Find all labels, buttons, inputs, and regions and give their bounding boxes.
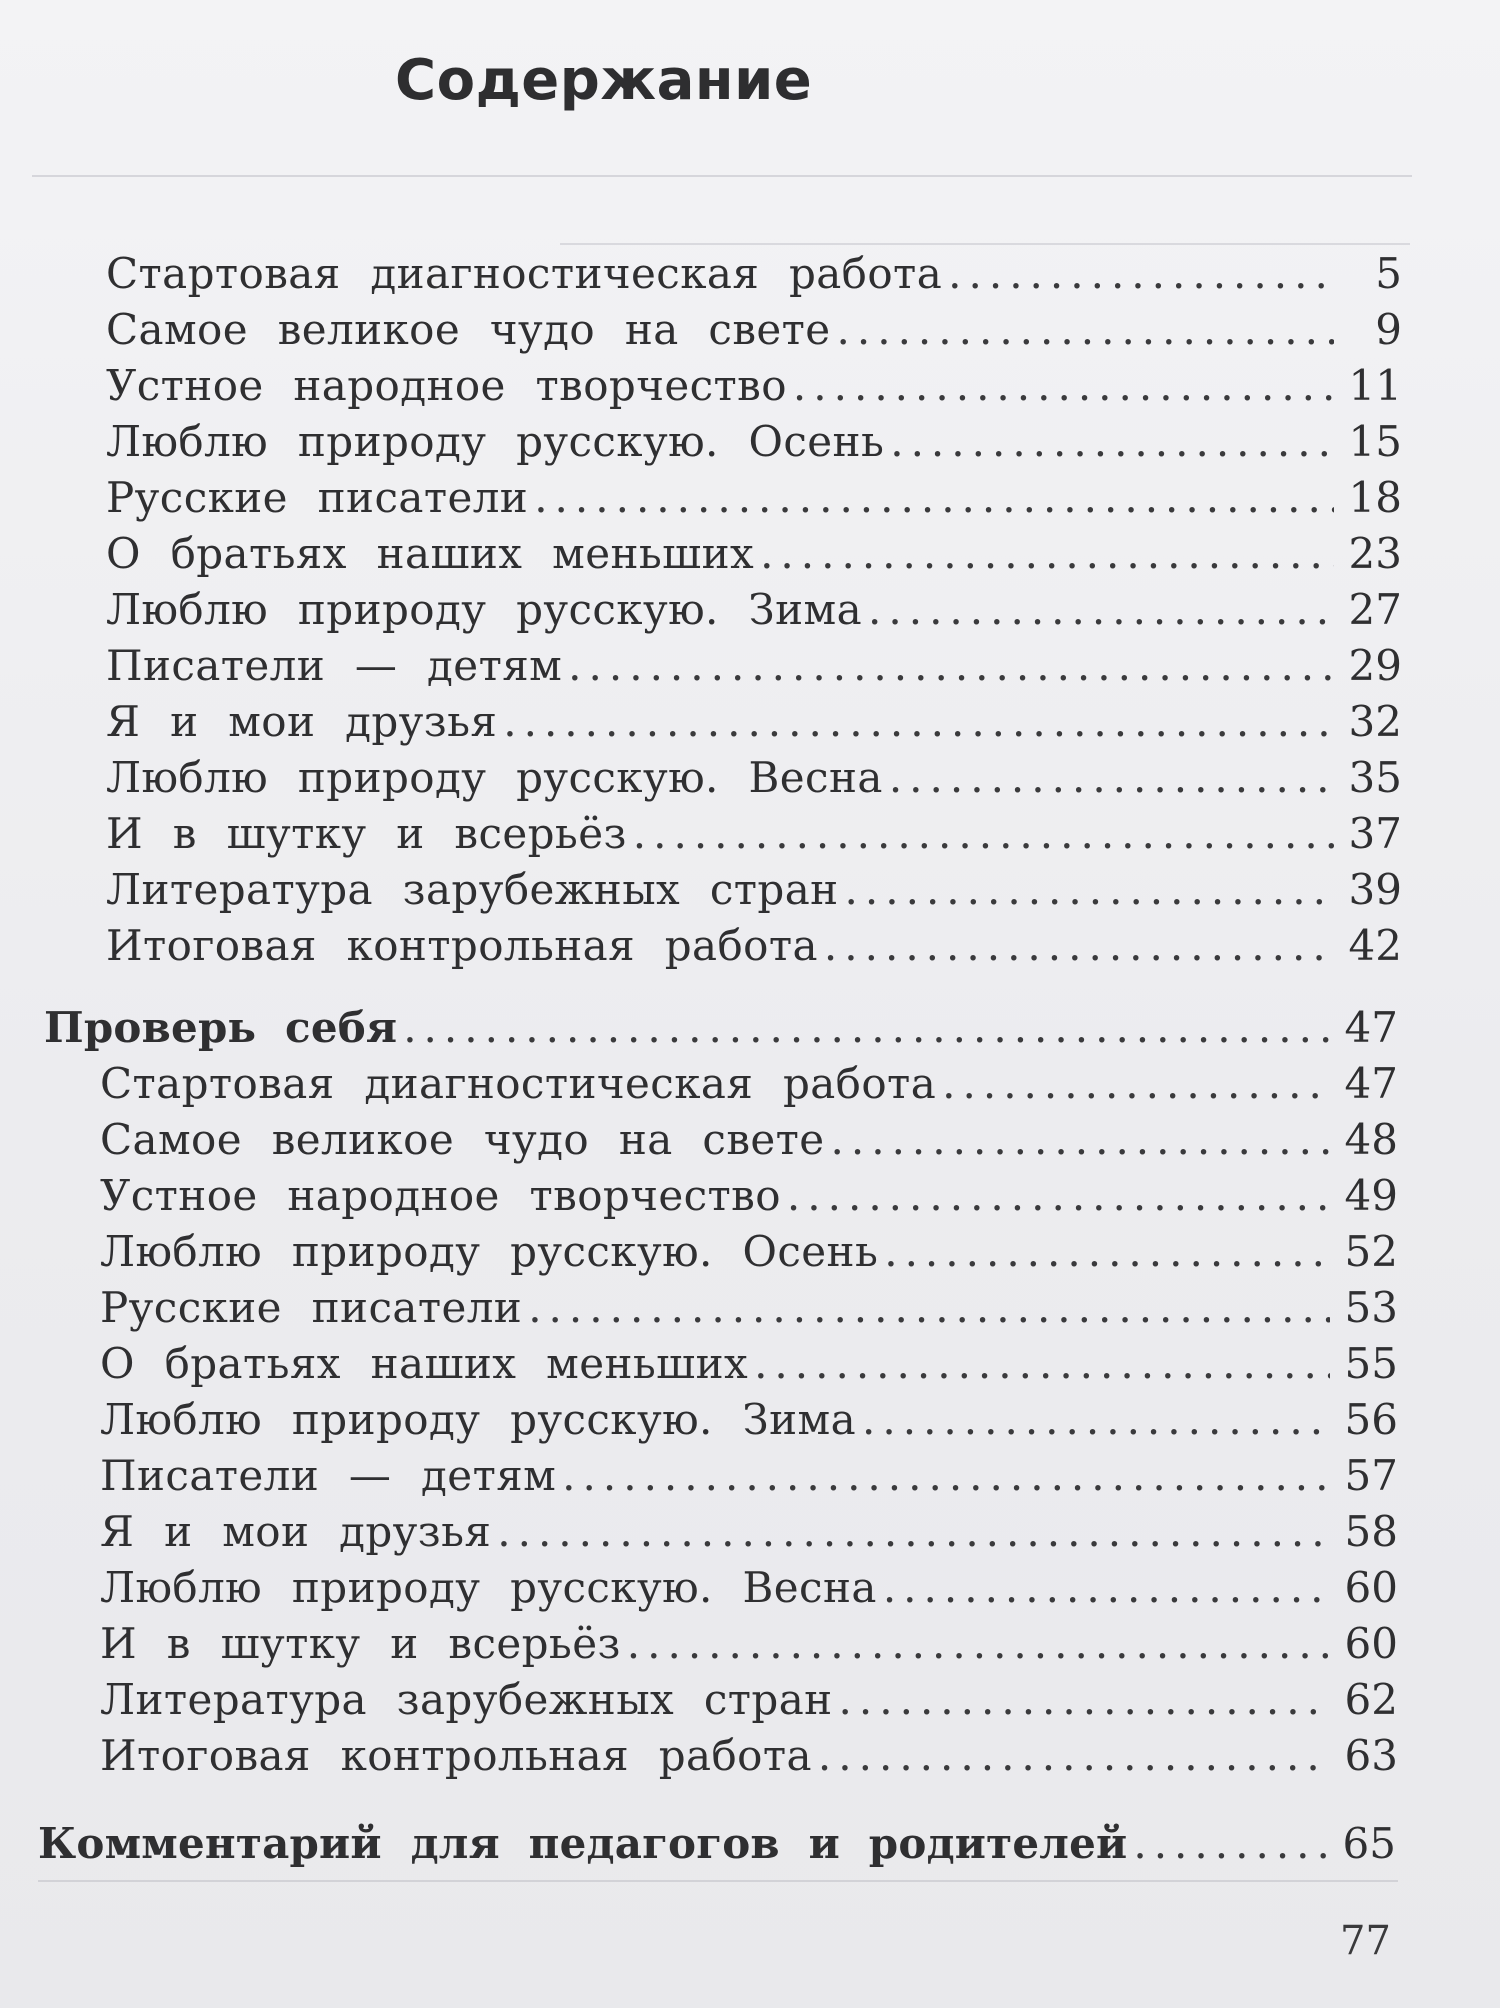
toc-entry-greatest-miracle-check[interactable] (100, 1112, 1398, 1168)
toc-entry-page: 53 (1344, 1283, 1398, 1332)
toc-entry-nature-winter-check[interactable] (100, 1392, 1398, 1448)
page-title: Содержание (395, 48, 813, 113)
toc-entry-starting-diagnostic[interactable] (106, 246, 1402, 302)
dot-leader (568, 638, 1334, 694)
toc-entry-label: И в шутку и всерьёз (100, 1619, 621, 1668)
toc-entry-page: 58 (1344, 1507, 1398, 1556)
toc-entry-page: 57 (1344, 1451, 1398, 1500)
toc-entry-me-and-friends-check[interactable] (100, 1504, 1398, 1560)
dot-leader (862, 1392, 1330, 1448)
toc-entry-label: Литература зарубежных стран (100, 1675, 833, 1724)
toc-entry-little-brothers-check[interactable] (100, 1336, 1398, 1392)
dot-leader (497, 1504, 1330, 1560)
dot-leader (633, 806, 1334, 862)
toc-entry-page: 48 (1344, 1115, 1398, 1164)
rule-2 (560, 243, 1410, 245)
toc-entry-page: 47 (1344, 1059, 1398, 1108)
toc-entry-page: 32 (1348, 697, 1402, 746)
toc-heading-page: 47 (1344, 1003, 1398, 1052)
dot-leader (824, 918, 1334, 974)
toc-entry-nature-spring-check[interactable] (100, 1560, 1398, 1616)
toc-entry-jokes-seriously[interactable] (106, 806, 1402, 862)
toc-entry-label: Писатели — детям (100, 1451, 557, 1500)
toc-entry-label: Писатели — детям (106, 641, 563, 690)
toc-heading-label: Проверь себя (44, 1003, 398, 1052)
dot-leader (787, 1168, 1330, 1224)
toc-entry-label: Я и мои друзья (100, 1507, 492, 1556)
dot-leader (839, 1672, 1330, 1728)
toc-entry-foreign-literature[interactable] (106, 862, 1402, 918)
toc-entry-label: Люблю природу русскую. Зима (106, 585, 863, 634)
toc-entry-page: 39 (1348, 865, 1402, 914)
dot-leader (562, 1448, 1330, 1504)
toc-entry-label: Люблю природу русскую. Весна (106, 753, 883, 802)
toc-entry-page: 37 (1348, 809, 1402, 858)
toc-entry-nature-winter[interactable] (106, 582, 1402, 638)
toc-entry-label: Люблю природу русскую. Зима (100, 1395, 857, 1444)
toc-entry-label: Устное народное творчество (106, 361, 787, 410)
toc-entry-page: 60 (1344, 1563, 1398, 1612)
toc-entry-greatest-miracle[interactable] (106, 302, 1402, 358)
toc-entry-label: Самое великое чудо на свете (100, 1115, 825, 1164)
toc-heading-commentary[interactable] (38, 1816, 1396, 1872)
toc-entry-page: 27 (1348, 585, 1402, 634)
toc-heading-check-yourself[interactable] (44, 1000, 1398, 1056)
toc-entry-starting-diagnostic-check[interactable] (100, 1056, 1398, 1112)
toc-entry-little-brothers[interactable] (106, 526, 1402, 582)
dot-leader (793, 358, 1334, 414)
toc-entry-label: Люблю природу русскую. Осень (106, 417, 885, 466)
toc-entry-foreign-literature-check[interactable] (100, 1672, 1398, 1728)
dot-leader (884, 1224, 1330, 1280)
toc-entry-nature-spring[interactable] (106, 750, 1402, 806)
toc-heading-page: 65 (1342, 1819, 1396, 1868)
toc-entry-label: Литература зарубежных стран (106, 865, 839, 914)
dot-leader (889, 750, 1334, 806)
toc-entry-label: Самое великое чудо на свете (106, 305, 831, 354)
toc-entry-page: 9 (1375, 305, 1402, 354)
toc-entry-page: 49 (1344, 1171, 1398, 1220)
toc-entry-me-and-friends[interactable] (106, 694, 1402, 750)
toc-entry-page: 35 (1348, 753, 1402, 802)
dot-leader (831, 1112, 1330, 1168)
toc-entry-label: Русские писатели (100, 1283, 523, 1332)
toc-entry-page: 11 (1348, 361, 1402, 410)
toc-entry-label: Люблю природу русскую. Осень (100, 1227, 879, 1276)
toc-entry-page: 55 (1344, 1339, 1398, 1388)
page-number: 77 (1340, 1918, 1391, 1964)
dot-leader (754, 1336, 1330, 1392)
dot-leader (503, 694, 1334, 750)
toc-entry-writers-children-check[interactable] (100, 1448, 1398, 1504)
dot-leader (534, 470, 1334, 526)
toc-entry-page: 56 (1344, 1395, 1398, 1444)
dot-leader (942, 1056, 1330, 1112)
dot-leader (948, 246, 1334, 302)
toc-entry-label: Итоговая контрольная работа (106, 921, 818, 970)
toc-entry-label: Люблю природу русскую. Весна (100, 1563, 877, 1612)
top-rule (32, 175, 1412, 177)
toc-entry-label: Русские писатели (106, 473, 529, 522)
toc-entry-label: О братьях наших меньших (106, 529, 755, 578)
toc-entry-label: Стартовая диагностическая работа (106, 249, 943, 298)
toc-entry-folk-art-check[interactable] (100, 1168, 1398, 1224)
toc-entry-page: 42 (1348, 921, 1402, 970)
toc-entry-nature-autumn-check[interactable] (100, 1224, 1398, 1280)
toc-entry-page: 23 (1348, 529, 1402, 578)
toc-entry-nature-autumn[interactable] (106, 414, 1402, 470)
dot-leader (403, 1000, 1330, 1056)
toc-entry-russian-writers-check[interactable] (100, 1280, 1398, 1336)
toc-entry-label: О братьях наших меньших (100, 1339, 749, 1388)
dot-leader (883, 1560, 1330, 1616)
dot-leader (868, 582, 1334, 638)
toc-entry-page: 18 (1348, 473, 1402, 522)
toc-entry-russian-writers[interactable] (106, 470, 1402, 526)
toc-entry-page: 5 (1375, 249, 1402, 298)
dot-leader (528, 1280, 1330, 1336)
toc-entry-final-test[interactable] (106, 918, 1402, 974)
toc-entry-writers-children[interactable] (106, 638, 1402, 694)
dot-leader (1133, 1816, 1328, 1872)
toc-entry-label: Устное народное творчество (100, 1171, 781, 1220)
toc-entry-label: Я и мои друзья (106, 697, 498, 746)
toc-entry-page: 29 (1348, 641, 1402, 690)
bottom-rule (38, 1880, 1398, 1882)
toc-entry-page: 62 (1344, 1675, 1398, 1724)
dot-leader (837, 302, 1334, 358)
dot-leader (818, 1728, 1330, 1784)
toc-entry-page: 60 (1344, 1619, 1398, 1668)
toc-heading-label: Комментарий для педагогов и родителей (38, 1819, 1128, 1868)
dot-leader (760, 526, 1334, 582)
toc-entry-label: Стартовая диагностическая работа (100, 1059, 937, 1108)
dot-leader (845, 862, 1334, 918)
dot-leader (627, 1616, 1330, 1672)
toc-entry-page: 63 (1344, 1731, 1398, 1780)
toc-entry-folk-art[interactable] (106, 358, 1402, 414)
toc-entry-page: 52 (1344, 1227, 1398, 1276)
toc-entry-jokes-seriously-check[interactable] (100, 1616, 1398, 1672)
toc-entry-label: И в шутку и всерьёз (106, 809, 627, 858)
toc-entry-label: Итоговая контрольная работа (100, 1731, 812, 1780)
toc-entry-page: 15 (1348, 417, 1402, 466)
toc-entry-final-test-check[interactable] (100, 1728, 1398, 1784)
dot-leader (890, 414, 1334, 470)
